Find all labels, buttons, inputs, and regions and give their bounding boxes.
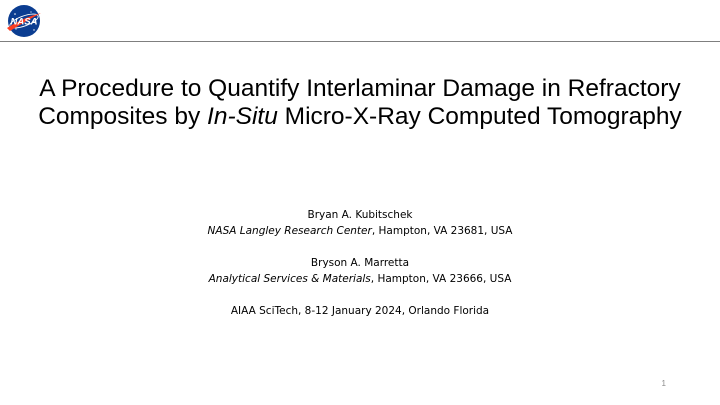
header-divider bbox=[0, 41, 720, 42]
author-address: , Hampton, VA 23666, USA bbox=[370, 273, 512, 285]
title-italic: In-Situ bbox=[207, 103, 278, 130]
conference-info: AIAA SciTech, 8-12 January 2024, Orlando Florida bbox=[230, 305, 490, 317]
author-affiliation: Analytical Services & Materials bbox=[208, 273, 371, 285]
author-address: , Hampton, VA 23681, USA bbox=[371, 225, 513, 237]
author-affiliation-line bbox=[60, 223, 660, 239]
page-number: 1 bbox=[661, 379, 666, 388]
author-name: Bryan A. Kubitschek bbox=[307, 209, 413, 221]
author-affiliation-line bbox=[60, 271, 660, 287]
author-block bbox=[60, 207, 660, 319]
nasa-logo-icon bbox=[4, 4, 44, 38]
author-name: Bryson A. Marretta bbox=[310, 257, 410, 269]
title-part-2: Micro-X-Ray Computed Tomography bbox=[277, 103, 682, 130]
nasa-logo-text: NASA bbox=[10, 16, 38, 28]
slide-title bbox=[30, 75, 690, 131]
author-affiliation: NASA Langley Research Center bbox=[207, 225, 372, 237]
title-part-1: A Procedure to Quantify Interlaminar Damage in Refractory Composites by bbox=[38, 75, 681, 130]
